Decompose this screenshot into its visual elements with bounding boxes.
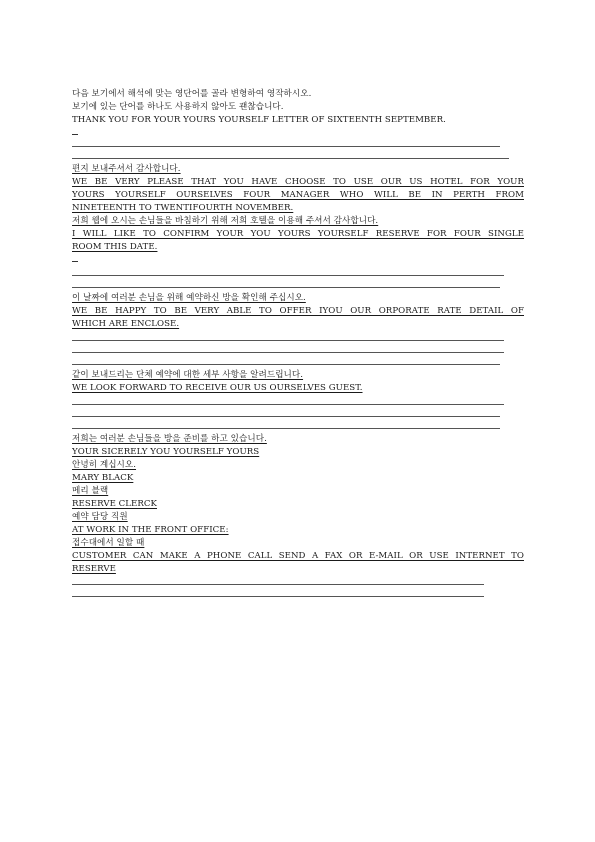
english-line: WE LOOK FORWARD TO RECEIVE OUR US OURSELVES GUEST. (72, 383, 363, 393)
answer-rule (72, 340, 504, 341)
word-bank: THANK YOU FOR YOUR YOURS YOURSELF LETTER OF SIXTEENTH SEPTEMBER. (72, 115, 446, 125)
english-line: WE BE HAPPY TO BE VERY ABLE TO OFFER IYOU OUR ORPORATE RATE DETAIL OF (72, 306, 524, 316)
answer-rule (72, 158, 509, 159)
english-line: YOURS YOURSELF OURSELVES FOUR MANAGER WHO WILL BE IN PERTH FROM (72, 190, 524, 200)
answer-rule (72, 416, 500, 417)
korean-prompt: 같이 보내드리는 단체 예약에 대한 세부 사항을 알려드립니다. (72, 370, 304, 380)
answer-rule (72, 146, 500, 147)
answer-rule (72, 275, 504, 276)
english-line: AT WORK IN THE FRONT OFFICE: (72, 525, 229, 535)
answer-rule (72, 287, 500, 288)
instruction-line: 다음 보기에서 해석에 맞는 영단어를 골라 변형하여 영작하시오. (72, 89, 312, 99)
korean-prompt: 예약 담당 직원 (72, 512, 128, 522)
korean-prompt: 이 날짜에 여러분 손님을 위해 예약하신 방을 확인해 주십시오. (72, 293, 306, 303)
korean-prompt: 안녕히 계십시오. (72, 460, 137, 470)
english-line: YOUR SICERELY YOU YOURSELF YOURS (72, 447, 260, 457)
answer-rule (72, 428, 500, 429)
korean-prompt: 접수대에서 일할 때 (72, 538, 145, 548)
instruction-line: 보기에 있는 단어를 하나도 사용하지 않아도 괜찮습니다. (72, 102, 284, 112)
answer-rule (72, 404, 504, 405)
answer-dash (72, 134, 78, 135)
answer-rule (72, 364, 500, 365)
english-line: WE BE VERY PLEASE THAT YOU HAVE CHOOSE TO USE OUR US HOTEL FOR YOUR (72, 177, 524, 187)
answer-rule (72, 584, 484, 585)
korean-prompt: 편지 보내주셔서 감사합니다. (72, 164, 181, 174)
english-line: I WILL LIKE TO CONFIRM YOUR YOU YOURS YOURSELF RESERVE FOR FOUR SINGLE (72, 229, 524, 239)
english-line: RESERVE CLERCK (72, 499, 158, 509)
english-line: WHICH ARE ENCLOSE. (72, 319, 180, 329)
english-line: MARY BLACK (72, 473, 134, 483)
english-line: ROOM THIS DATE. (72, 242, 158, 252)
korean-prompt: 메리 블랙 (72, 486, 109, 496)
answer-rule (72, 596, 484, 597)
english-line: NINETEENTH TO TWENTIFOURTH NOVEMBER. (72, 203, 294, 213)
english-line: RESERVE (72, 564, 116, 574)
english-line: CUSTOMER CAN MAKE A PHONE CALL SEND A FAX OR E-MAIL OR USE INTERNET TO (72, 551, 524, 561)
korean-prompt: 저희 웹에 오시는 손님들을 바침하기 위해 저희 호텔을 이용해 주셔서 감사합니다. (72, 216, 379, 226)
answer-dash (72, 261, 78, 262)
answer-rule (72, 352, 504, 353)
korean-prompt: 저희는 여러분 손님들을 방을 준비를 하고 있습니다. (72, 434, 267, 444)
